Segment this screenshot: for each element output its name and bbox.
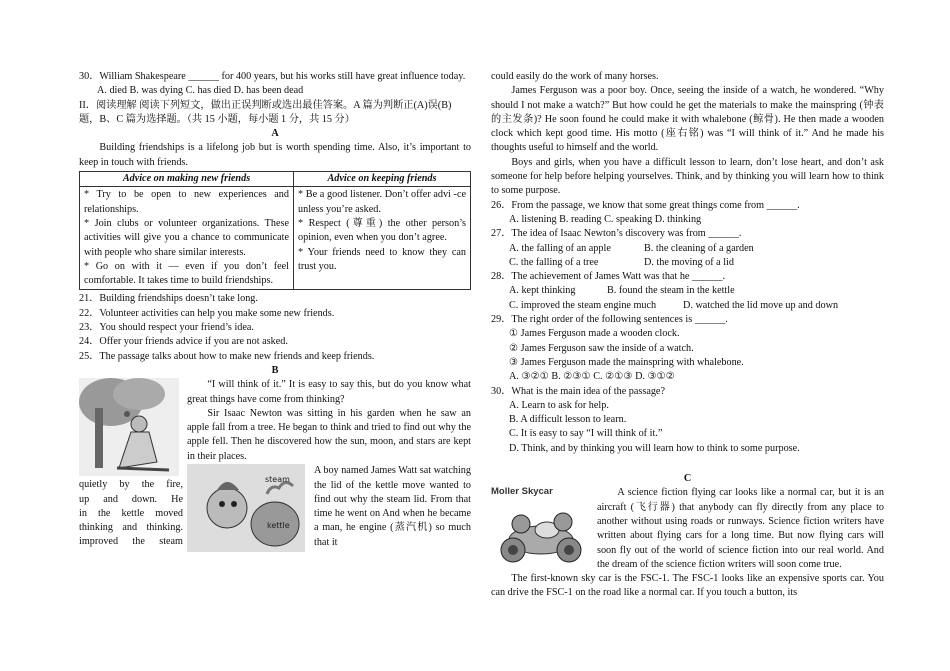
question-27: 27．The idea of Isaac Newton’s discovery was from ______. bbox=[491, 228, 742, 240]
option-b: B. found the steam in the kettle bbox=[607, 285, 735, 297]
left-column bbox=[79, 70, 471, 554]
table-header-keeping: Advice on keeping friends bbox=[294, 172, 471, 187]
flying-car-illustration bbox=[493, 498, 589, 578]
section-2-heading: II．阅读理解 阅读下列短文，做出正误判断或选出最佳答案。A 篇为判断正(A)误(B)题，B、C 篇为选择题。（共 15 小题，每小题 1 分，共 15 分） bbox=[79, 99, 452, 125]
question-22: 22．Volunteer activities can help you make some new friends. bbox=[79, 307, 335, 319]
passage-c-para-1: A science fiction flying car looks like a normal car, but it is an aircraft (飞行器) that anybody can fly directly from any place to another without using roads or runways. Science fiction writers have written about flying cars for a long time. But now flying cars will soon fly out of the world of science fiction into our real world. And the dream of the science fiction writers will soon come true. bbox=[597, 487, 884, 570]
option-d: D. Think, and by thinking you will learn how to think to some purpose. bbox=[509, 442, 800, 454]
skycar-label: Moller Skycar bbox=[491, 486, 553, 498]
table-cell-keeping bbox=[294, 187, 471, 290]
skycar-figure bbox=[491, 486, 591, 570]
advice-item: * Respect (尊重) the other person’s opinion, even when you don’t agree. bbox=[298, 217, 466, 244]
passage-b-title: B bbox=[271, 364, 279, 376]
question-30-left: 30．William Shakespeare ______ for 400 years, but his works still have great influence today. bbox=[79, 71, 466, 82]
advice-table bbox=[79, 171, 471, 290]
advice-item: * Your friends need to know they can trust you. bbox=[298, 246, 466, 272]
passage-c-para-2: The first-known sky car is the FSC-1. The FSC-1 looks like an expensive sports car. You can drive the FSC-1 on the road like a normal car. If you touch a button, its bbox=[491, 573, 884, 599]
option-c: C. It is easy to say “I will think of it.” bbox=[509, 428, 663, 440]
passage-b-para-5: Boys and girls, when you have a difficult lesson to learn, don’t lose heart, and don’t ask someone for help before helping yourselves. Think, and by thinking you will learn how to think to some purpose. bbox=[491, 156, 884, 197]
question-26-options: A. listening B. reading C. speaking D. thinking bbox=[509, 213, 702, 225]
option-a: A. Learn to ask for help. bbox=[509, 399, 609, 411]
question-30-options: A. died B. was dying C. has died D. has been dead bbox=[97, 85, 304, 97]
text-line: thinking and thinking. bbox=[79, 522, 183, 534]
right-column bbox=[491, 70, 884, 601]
passage-c-title: C bbox=[683, 473, 692, 485]
kettle-label: kettle bbox=[267, 521, 290, 531]
sentence-3: ③ James Ferguson made the mainspring with whalebone. bbox=[509, 356, 744, 368]
advice-item: * Try to be open to new experiences and relationships. bbox=[84, 189, 289, 215]
passage-b-para-4: James Ferguson was a poor boy. Once, seeing the inside of a watch, he wondered. “Why should I not make a watch?” But how could he get the materials to make the mainspring (钟表的主发条)? He soon found he could make it with whalebone (鲸骨). He then made a wooden clock which kept good time. His motto (座右铭) was “I will think of it.” And he made his thoughts useful to himself and the world. bbox=[491, 85, 884, 154]
question-25: 25．The passage talks about how to make new friends and keep friends. bbox=[79, 350, 375, 362]
option-c: C. improved the steam engine much bbox=[509, 299, 657, 311]
question-24: 24．Offer your friends advice if you are not asked. bbox=[79, 336, 288, 348]
table-cell-making bbox=[80, 187, 294, 290]
table-header-making: Advice on making new friends bbox=[80, 172, 294, 187]
question-30: 30．What is the main idea of the passage? bbox=[491, 385, 665, 397]
passage-a-intro: Building friendships is a lifelong job but is worth spending time. Also, it’s important to keep in touch with friends. bbox=[79, 142, 471, 168]
option-d: D. the moving of a lid bbox=[644, 256, 734, 268]
passage-b-para-3-right: A boy named James Watt sat watching the lid of the kettle move wanted to find out why the steam lid. From that time he went on And when he became a man, he engine (蒸汽机) so much that it bbox=[314, 465, 471, 548]
question-28: 28．The achievement of James Watt was that he ______. bbox=[491, 271, 726, 283]
question-29-options: A. ③②① B. ②③① C. ②①③ D. ③①② bbox=[509, 371, 675, 383]
text-line: quietly by the fire, bbox=[79, 479, 183, 491]
sentence-2: ② James Ferguson saw the inside of a watch. bbox=[509, 342, 694, 354]
question-29: 29．The right order of the following sentences is ______. bbox=[491, 314, 728, 326]
passage-b-block bbox=[79, 378, 471, 554]
question-27-options-row-2 bbox=[491, 256, 884, 270]
question-28-options-row-1 bbox=[491, 284, 884, 298]
question-23: 23．You should respect your friend’s idea. bbox=[79, 322, 254, 334]
passage-b-para-1: “I will think of it.” It is easy to say this, but do you know what great things have come from thinking? bbox=[187, 379, 471, 405]
advice-item: * Be a good listener. Don’t offer advi -ce unless you’re asked. bbox=[298, 189, 466, 215]
text-line: up and down. He bbox=[79, 493, 183, 505]
text-line: in the kettle moved bbox=[79, 507, 183, 519]
question-26: 26．From the passage, we know that some great things come from ______. bbox=[491, 199, 800, 211]
option-a: A. the falling of an apple bbox=[509, 242, 611, 254]
passage-b-para-2: Sir Isaac Newton was sitting in his garden when he saw an apple fall from a tree. He began to think and tried to find out why the apple fell. Then he discovered how the sun, moon, and stars are kept in their places. bbox=[187, 407, 471, 462]
passage-b-continued: could easily do the work of many horses. bbox=[491, 71, 659, 82]
option-b: B. the cleaning of a garden bbox=[644, 242, 754, 254]
kettle-illustration bbox=[187, 464, 305, 552]
sentence-1: ① James Ferguson made a wooden clock. bbox=[509, 328, 680, 340]
option-c: C. the falling of a tree bbox=[509, 256, 599, 268]
steam-label: steam bbox=[265, 475, 290, 485]
option-d: D. watched the lid move up and down bbox=[683, 299, 839, 311]
question-21: 21．Building friendships doesn’t take long. bbox=[79, 293, 258, 305]
newton-apple-illustration bbox=[79, 378, 179, 476]
option-b: B. A difficult lesson to learn. bbox=[509, 414, 627, 426]
question-27-options-row-1 bbox=[491, 242, 884, 256]
advice-item: * Go on with it — even if you don’t feel comfortable. It takes time to build friendships. bbox=[84, 260, 289, 287]
text-line: improved the steam bbox=[79, 536, 183, 548]
passage-b-para-3-left bbox=[79, 478, 183, 549]
passage-c-block bbox=[491, 486, 884, 600]
passage-a-title: A bbox=[271, 128, 279, 140]
option-a: A. kept thinking bbox=[509, 285, 576, 297]
question-28-options-row-2 bbox=[491, 299, 884, 313]
advice-item: * Join clubs or volunteer organizations. These activities will give you a chance to communicate with people who share similar interests. bbox=[84, 217, 289, 258]
